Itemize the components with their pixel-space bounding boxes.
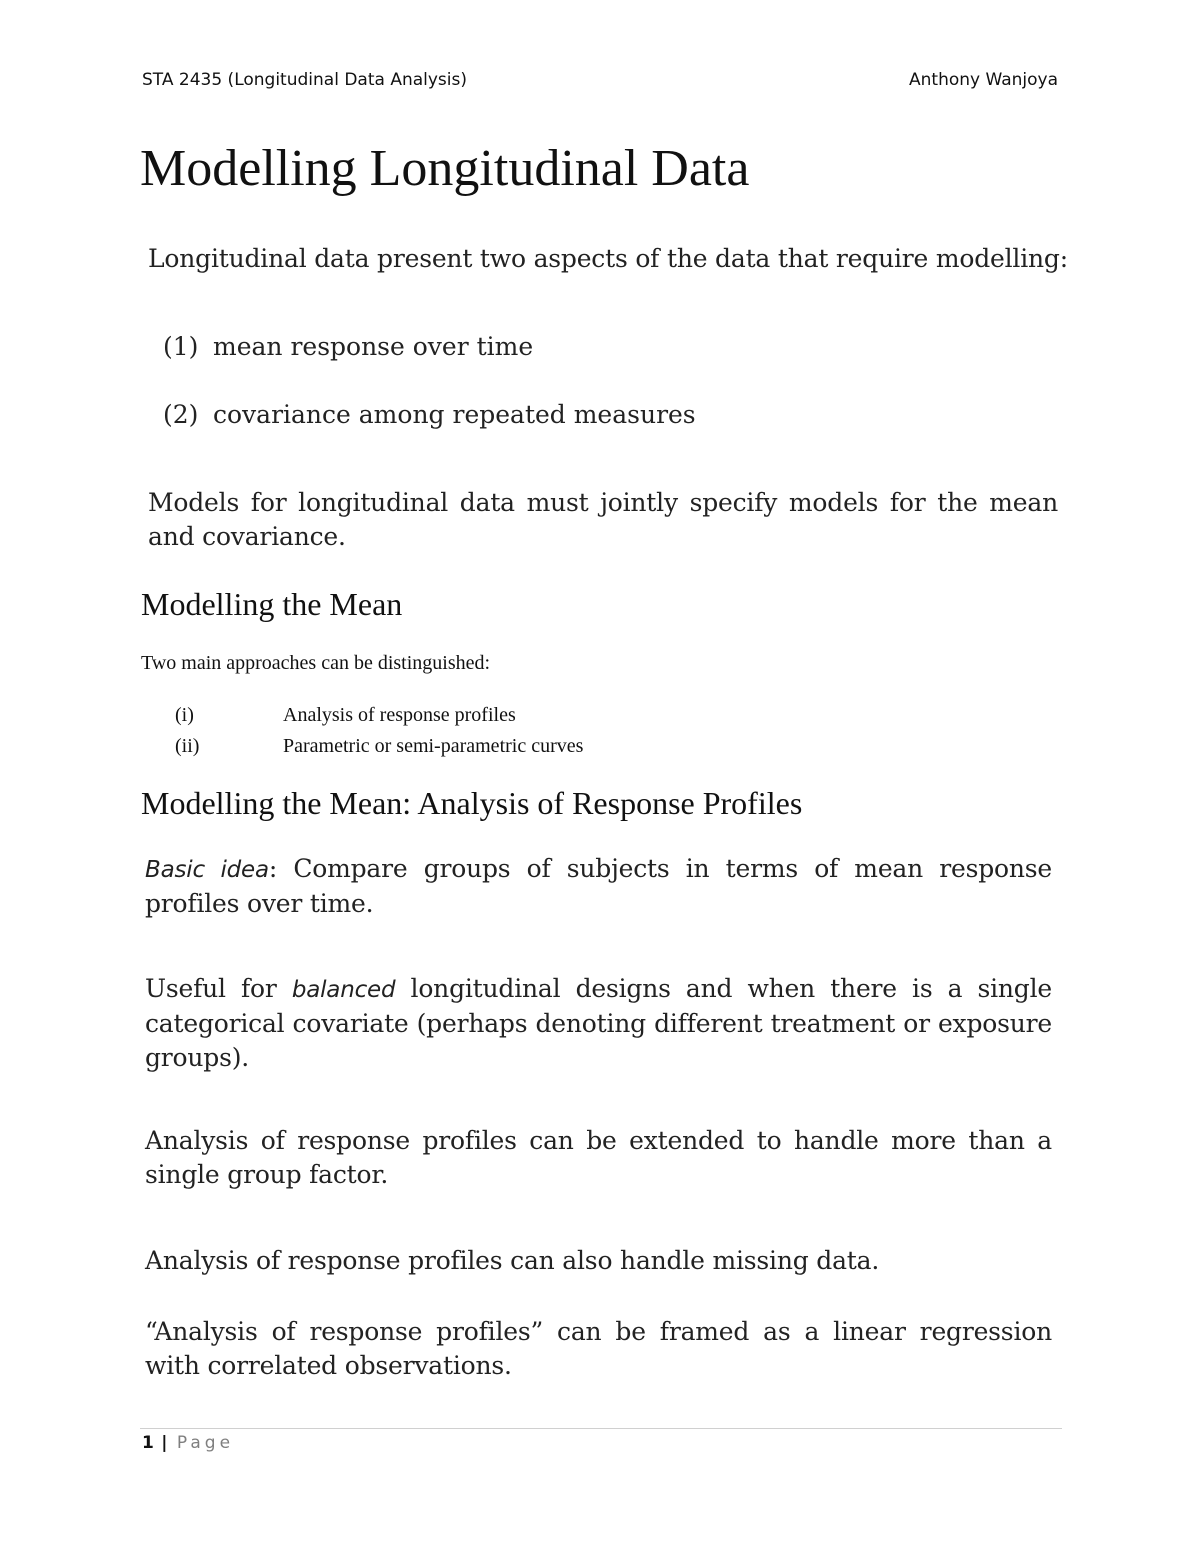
- intro-item-1: [163, 332, 533, 361]
- intro-item-2: [163, 400, 696, 429]
- approach-item-1: [175, 704, 516, 727]
- useful-paragraph: [145, 972, 1052, 1075]
- regression-paragraph: “Analysis of response profiles” can be framed as a linear regression with correlated observations.: [145, 1317, 1052, 1380]
- approaches-lead: Two main approaches can be distinguished:: [141, 652, 491, 674]
- models-note: Models for longitudinal data must jointly specify models for the mean and covariance.: [148, 488, 1058, 551]
- approach-item-text: Parametric or semi-parametric curves: [283, 735, 584, 757]
- extended-paragraph: Analysis of response profiles can be extended to handle more than a single group factor.: [145, 1126, 1052, 1189]
- section-heading-mean: Modelling the Mean: [141, 586, 403, 622]
- section-heading-profiles: Modelling the Mean: Analysis of Response Profiles: [141, 785, 803, 821]
- page-footer: [142, 1433, 234, 1453]
- intro-lead: Longitudinal data present two aspects of the data that require modelling:: [148, 244, 1068, 273]
- page-number: 1: [142, 1433, 154, 1453]
- useful-text-after: longitudinal designs and when there is a single categorical covariate (perhaps denoting different treatment or exposure groups).: [145, 974, 1052, 1072]
- header-course: STA 2435 (Longitudinal Data Analysis): [142, 70, 467, 90]
- useful-emphasis: balanced: [291, 977, 396, 1003]
- basic-idea-label: Basic idea: [145, 857, 269, 883]
- intro-item-text: mean response over time: [213, 332, 534, 361]
- intro-item-number: (1): [163, 332, 199, 361]
- page-label: Page: [176, 1433, 235, 1453]
- approach-item-number: (ii): [175, 735, 200, 757]
- basic-idea-paragraph: [145, 852, 1052, 921]
- header-author: Anthony Wanjoya: [909, 70, 1058, 90]
- basic-idea-text: : Compare groups of subjects in terms of mean response profiles over time.: [145, 854, 1052, 918]
- approach-item-2: [175, 735, 583, 758]
- footer-divider: [140, 1428, 1062, 1429]
- approach-item-text: Analysis of response profiles: [283, 704, 516, 726]
- missing-data-paragraph: Analysis of response profiles can also handle missing data.: [145, 1246, 880, 1275]
- intro-item-number: (2): [163, 400, 199, 429]
- approach-item-number: (i): [175, 704, 194, 726]
- intro-item-text: covariance among repeated measures: [213, 400, 696, 429]
- useful-text-before: Useful for: [145, 974, 292, 1003]
- footer-separator: |: [161, 1433, 168, 1453]
- page-title: Modelling Longitudinal Data: [140, 140, 750, 197]
